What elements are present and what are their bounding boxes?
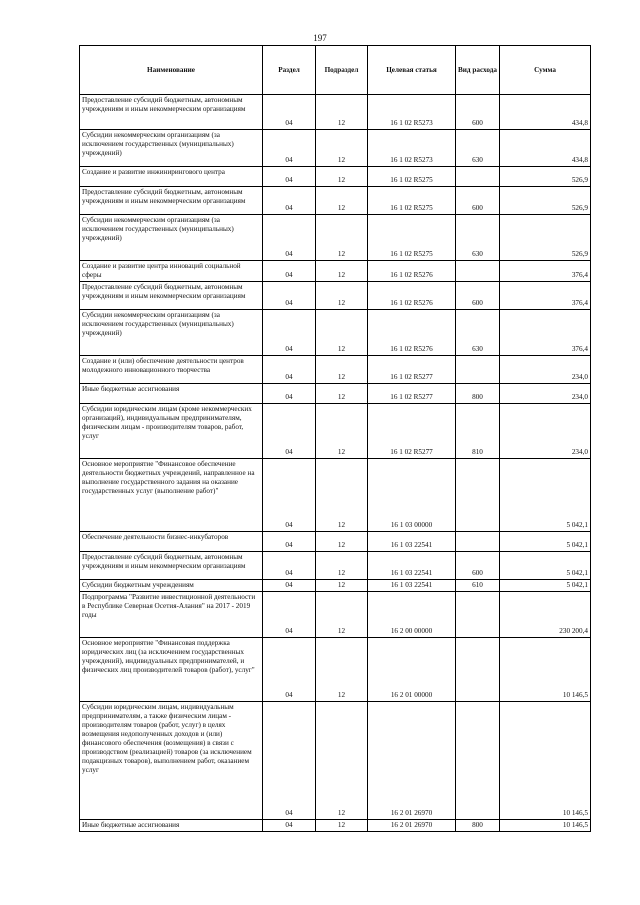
cell-target: 16 1 02 R5273 xyxy=(368,95,456,130)
cell-name: Предоставление субсидий бюджетным, автономным учреждениям и иным некоммерческим организациям xyxy=(80,187,263,215)
cell-name: Предоставление субсидий бюджетным, автономным учреждениям и иным некоммерческим организациям xyxy=(80,95,263,130)
cell-name: Субсидии бюджетным учреждениям xyxy=(80,580,263,592)
cell-name: Создание и развитие инжинирингового центра xyxy=(80,167,263,187)
cell-expense-type xyxy=(456,167,500,187)
cell-sum: 230 200,4 xyxy=(500,592,591,638)
cell-expense-type: 630 xyxy=(456,215,500,261)
table-row xyxy=(80,95,591,130)
table-row xyxy=(80,552,591,580)
cell-section: 04 xyxy=(263,820,316,832)
cell-sum: 434,8 xyxy=(500,130,591,167)
cell-subsection: 12 xyxy=(316,130,368,167)
cell-target: 16 1 02 R5277 xyxy=(368,404,456,459)
cell-subsection: 12 xyxy=(316,215,368,261)
cell-subsection: 12 xyxy=(316,638,368,702)
cell-sum: 234,0 xyxy=(500,356,591,384)
cell-target: 16 1 02 R5277 xyxy=(368,384,456,404)
cell-name: Основное мероприятие "Финансовое обеспечение деятельности бюджетных учреждений, направленное на выполнение государственного задания на оказание государственных услуг (выполнение работ)" xyxy=(80,459,263,532)
cell-name: Субсидии юридическим лицам, индивидуальным предпринимателям, а также физическим лицам - производителям товаров (работ, услуг) в целях возмещения недополученных доходов и (или) финансового обеспечения (возмещения) в связи с производством (реализацией) товаров (за исключением подакцизных товаров), выполнением работ, оказанием услуг xyxy=(80,702,263,820)
cell-sum: 10 146,5 xyxy=(500,820,591,832)
cell-subsection: 12 xyxy=(316,384,368,404)
cell-subsection: 12 xyxy=(316,261,368,282)
page-number: 197 xyxy=(313,33,327,43)
cell-subsection: 12 xyxy=(316,95,368,130)
cell-name: Иные бюджетные ассигнования xyxy=(80,820,263,832)
cell-target: 16 2 01 26970 xyxy=(368,702,456,820)
cell-target: 16 1 02 R5276 xyxy=(368,310,456,356)
table-row xyxy=(80,702,591,820)
cell-target: 16 2 00 00000 xyxy=(368,592,456,638)
cell-subsection: 12 xyxy=(316,356,368,384)
cell-subsection: 12 xyxy=(316,592,368,638)
cell-sum: 526,9 xyxy=(500,187,591,215)
cell-name: Субсидии некоммерческим организациям (за исключением государственных (муниципальных) учреждений) xyxy=(80,310,263,356)
cell-expense-type: 600 xyxy=(456,552,500,580)
cell-section: 04 xyxy=(263,95,316,130)
table-row xyxy=(80,820,591,832)
cell-target: 16 1 02 R5275 xyxy=(368,215,456,261)
cell-subsection: 12 xyxy=(316,702,368,820)
cell-expense-type xyxy=(456,532,500,552)
cell-section: 04 xyxy=(263,187,316,215)
cell-sum: 434,8 xyxy=(500,95,591,130)
cell-target: 16 1 03 22541 xyxy=(368,580,456,592)
table-row xyxy=(80,384,591,404)
table-row xyxy=(80,310,591,356)
table-row xyxy=(80,459,591,532)
cell-expense-type xyxy=(456,702,500,820)
cell-section: 04 xyxy=(263,261,316,282)
cell-subsection: 12 xyxy=(316,552,368,580)
table-row xyxy=(80,130,591,167)
cell-name: Создание и развитие центра инноваций социальной сферы xyxy=(80,261,263,282)
cell-subsection: 12 xyxy=(316,580,368,592)
cell-expense-type xyxy=(456,356,500,384)
cell-sum: 376,4 xyxy=(500,261,591,282)
header-section: Раздел xyxy=(263,46,316,95)
cell-sum: 526,9 xyxy=(500,215,591,261)
cell-target: 16 2 01 00000 xyxy=(368,638,456,702)
cell-target: 16 1 02 R5275 xyxy=(368,187,456,215)
cell-section: 04 xyxy=(263,384,316,404)
cell-target: 16 1 02 R5276 xyxy=(368,282,456,310)
cell-expense-type: 800 xyxy=(456,820,500,832)
table-header-row xyxy=(80,46,591,95)
cell-target: 16 1 02 R5275 xyxy=(368,167,456,187)
cell-expense-type: 600 xyxy=(456,187,500,215)
cell-section: 04 xyxy=(263,552,316,580)
cell-target: 16 1 02 R5277 xyxy=(368,356,456,384)
cell-name: Подпрограмма "Развитие инвестиционной деятельности в Республике Северная Осетия-Алания" на 2017 - 2019 годы xyxy=(80,592,263,638)
header-name: Наименование xyxy=(80,46,263,95)
cell-name: Основное мероприятие "Финансовая поддержка юридических лиц (за исключением государственных учреждений), индивидуальных предпринимателей, и физических лиц производителей товаров (работ), услуг" xyxy=(80,638,263,702)
cell-name: Создание и (или) обеспечение деятельности центров молодежного инновационного творчества xyxy=(80,356,263,384)
header-subsection: Подраздел xyxy=(316,46,368,95)
cell-section: 04 xyxy=(263,459,316,532)
cell-target: 16 1 03 22541 xyxy=(368,552,456,580)
cell-expense-type: 600 xyxy=(456,95,500,130)
cell-target: 16 1 02 R5276 xyxy=(368,261,456,282)
table-row xyxy=(80,580,591,592)
cell-section: 04 xyxy=(263,167,316,187)
table-row xyxy=(80,167,591,187)
cell-section: 04 xyxy=(263,638,316,702)
cell-sum: 5 042,1 xyxy=(500,459,591,532)
cell-target: 16 1 02 R5273 xyxy=(368,130,456,167)
table-row xyxy=(80,187,591,215)
cell-sum: 10 146,5 xyxy=(500,638,591,702)
cell-subsection: 12 xyxy=(316,167,368,187)
table-row xyxy=(80,592,591,638)
cell-expense-type xyxy=(456,459,500,532)
cell-target: 16 1 03 00000 xyxy=(368,459,456,532)
table-row xyxy=(80,261,591,282)
cell-name: Обеспечение деятельности бизнес-инкубаторов xyxy=(80,532,263,552)
cell-expense-type: 610 xyxy=(456,580,500,592)
cell-subsection: 12 xyxy=(316,820,368,832)
cell-name: Предоставление субсидий бюджетным, автономным учреждениям и иным некоммерческим организациям xyxy=(80,552,263,580)
cell-expense-type: 630 xyxy=(456,310,500,356)
cell-section: 04 xyxy=(263,282,316,310)
table-row xyxy=(80,638,591,702)
budget-table xyxy=(79,45,591,832)
cell-subsection: 12 xyxy=(316,532,368,552)
cell-section: 04 xyxy=(263,702,316,820)
cell-expense-type: 630 xyxy=(456,130,500,167)
cell-section: 04 xyxy=(263,404,316,459)
header-expense-type: Вид расхода xyxy=(456,46,500,95)
cell-subsection: 12 xyxy=(316,187,368,215)
cell-sum: 234,0 xyxy=(500,384,591,404)
cell-subsection: 12 xyxy=(316,310,368,356)
cell-subsection: 12 xyxy=(316,404,368,459)
cell-expense-type: 600 xyxy=(456,282,500,310)
table-row xyxy=(80,532,591,552)
cell-sum: 5 042,1 xyxy=(500,532,591,552)
cell-section: 04 xyxy=(263,532,316,552)
table-row xyxy=(80,404,591,459)
cell-expense-type: 800 xyxy=(456,384,500,404)
cell-expense-type xyxy=(456,592,500,638)
cell-name: Предоставление субсидий бюджетным, автономным учреждениям и иным некоммерческим организациям xyxy=(80,282,263,310)
cell-name: Субсидии юридическим лицам (кроме некоммерческих организаций), индивидуальным предпринимателям, физическим лицам - производителям товаров, работ, услуг xyxy=(80,404,263,459)
cell-expense-type: 810 xyxy=(456,404,500,459)
cell-name: Субсидии некоммерческим организациям (за исключением государственных (муниципальных) учреждений) xyxy=(80,130,263,167)
cell-subsection: 12 xyxy=(316,282,368,310)
cell-sum: 526,9 xyxy=(500,167,591,187)
cell-sum: 5 042,1 xyxy=(500,552,591,580)
table-row xyxy=(80,215,591,261)
cell-expense-type xyxy=(456,261,500,282)
cell-sum: 376,4 xyxy=(500,282,591,310)
cell-subsection: 12 xyxy=(316,459,368,532)
cell-sum: 376,4 xyxy=(500,310,591,356)
table-row xyxy=(80,356,591,384)
table-row xyxy=(80,282,591,310)
cell-target: 16 2 01 26970 xyxy=(368,820,456,832)
cell-section: 04 xyxy=(263,310,316,356)
cell-sum: 10 146,5 xyxy=(500,702,591,820)
cell-name: Иные бюджетные ассигнования xyxy=(80,384,263,404)
cell-section: 04 xyxy=(263,215,316,261)
header-sum: Сумма xyxy=(500,46,591,95)
cell-section: 04 xyxy=(263,580,316,592)
cell-sum: 234,0 xyxy=(500,404,591,459)
cell-section: 04 xyxy=(263,356,316,384)
header-target: Целевая статья xyxy=(368,46,456,95)
cell-section: 04 xyxy=(263,592,316,638)
cell-sum: 5 042,1 xyxy=(500,580,591,592)
cell-target: 16 1 03 22541 xyxy=(368,532,456,552)
cell-name: Субсидии некоммерческим организациям (за исключением государственных (муниципальных) учреждений) xyxy=(80,215,263,261)
cell-section: 04 xyxy=(263,130,316,167)
cell-expense-type xyxy=(456,638,500,702)
